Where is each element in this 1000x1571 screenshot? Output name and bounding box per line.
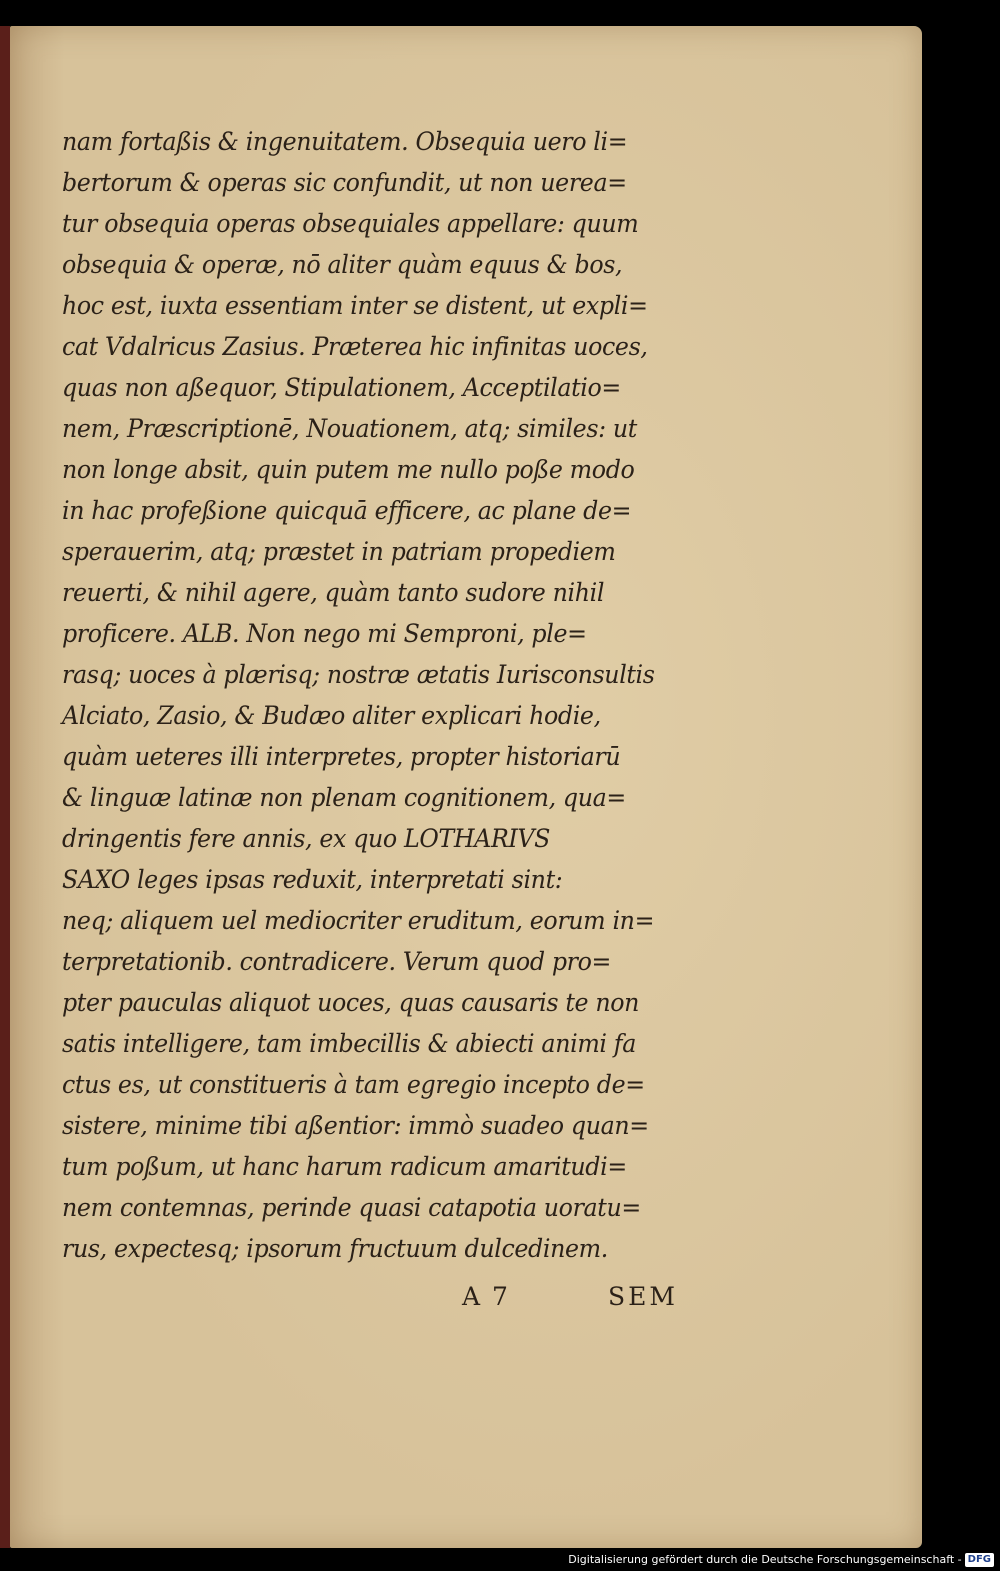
text-line: tur obsequia operas obsequiales appellare: quum: [62, 209, 639, 239]
text-line: sistere, minime tibi aßentior: immò suadeo quan=: [62, 1111, 649, 1141]
text-line: hoc est, iuxta essentiam inter se distent, ut expli=: [62, 291, 648, 321]
text-line: dringentis fere annis, ex quo LOTHARIVS: [62, 824, 551, 854]
page-text-block: [62, 122, 702, 1270]
text-line: cat Vdalricus Zasius. Præterea hic infinitas uoces,: [62, 332, 648, 362]
text-line: ctus es, ut constitueris à tam egregio incepto de=: [62, 1070, 645, 1100]
text-line: pter pauculas aliquot uoces, quas causaris te non: [62, 988, 640, 1018]
text-line: tum poßum, ut hanc harum radicum amaritudi=: [62, 1152, 627, 1182]
credit-text: Digitalisierung gefördert durch die Deutsche Forschungsgemeinschaft -: [568, 1553, 962, 1566]
text-line: proficere. ALB. Non nego mi Semproni, ple=: [62, 619, 587, 649]
catchword: SEM: [608, 1282, 678, 1311]
text-line: nem contemnas, perinde quasi catapotia uoratu=: [62, 1193, 641, 1223]
text-line: satis intelligere, tam imbecillis & abiecti animi fa: [62, 1029, 636, 1059]
text-line: SAXO leges ipsas reduxit, interpretati sint:: [62, 865, 563, 895]
text-line: terpretationib. contradicere. Verum quod pro=: [62, 947, 612, 977]
text-line: reuerti, & nihil agere, quàm tanto sudore nihil: [62, 578, 605, 608]
digitization-credit: [0, 1549, 1000, 1571]
text-line: obsequia & operæ, nō aliter quàm equus & bos,: [62, 250, 623, 280]
binding-gutter: [0, 26, 10, 1548]
text-line: rus, expectesq; ipsorum fructuum dulcedinem.: [62, 1234, 608, 1264]
text-line: quas non aßequor, Stipulationem, Acceptilatio=: [62, 373, 621, 403]
text-line: & linguæ latinæ non plenam cognitionem, qua=: [62, 783, 626, 813]
text-line: sperauerim, atq; præstet in patriam propediem: [62, 537, 616, 567]
text-line: neq; aliquem uel mediocriter eruditum, eorum in=: [62, 906, 655, 936]
signature-mark: A 7: [462, 1282, 510, 1311]
book-page: [10, 26, 922, 1548]
text-line: rasq; uoces à plærisq; nostræ ætatis Iurisconsultis: [62, 660, 655, 690]
text-line: bertorum & operas sic confundit, ut non uerea=: [62, 168, 627, 198]
dfg-logo-badge: DFG: [965, 1553, 994, 1567]
text-line: Alciato, Zasio, & Budæo aliter explicari hodie,: [62, 701, 601, 731]
text-line: non longe absit, quin putem me nullo poße modo: [62, 455, 635, 485]
text-line: nam fortaßis & ingenuitatem. Obsequia uero li=: [62, 127, 628, 157]
text-line: in hac profeßione quicquā efficere, ac plane de=: [62, 496, 632, 526]
text-line: quàm ueteres illi interpretes, propter historiarū: [62, 742, 621, 772]
page-footer: [462, 1282, 702, 1322]
text-line: nem, Præscriptionē, Nouationem, atq; similes: ut: [62, 414, 637, 444]
